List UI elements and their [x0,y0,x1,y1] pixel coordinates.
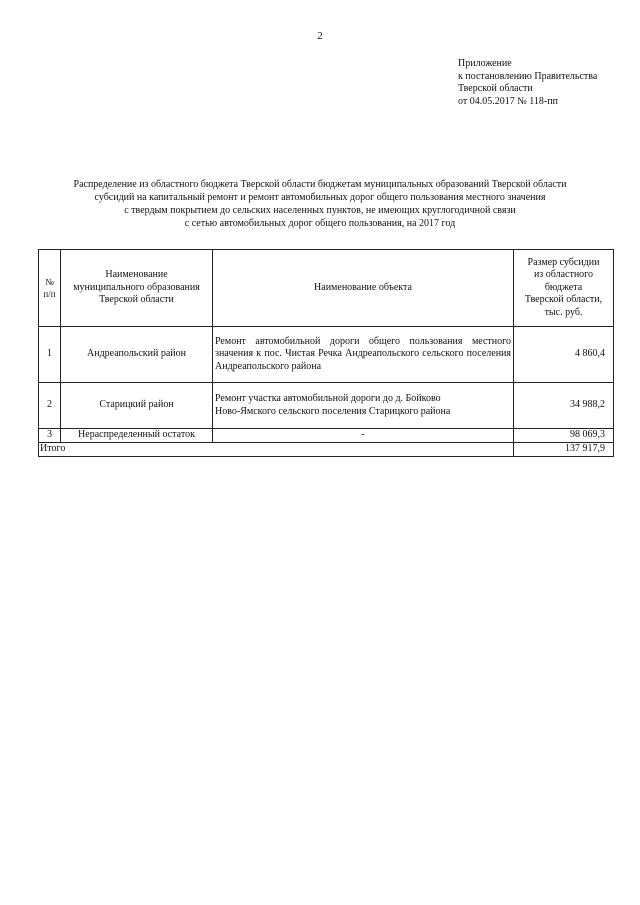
header-amount: Размер субсидии из областного бюджета Тверской области, тыс. руб. [514,250,614,327]
page-number: 2 [317,30,323,42]
row-number: 2 [39,383,61,429]
table-row [39,383,614,429]
row-number: 1 [39,327,61,383]
subsidy-table [38,249,614,457]
appendix-line: Приложение [458,58,512,69]
table-row [39,327,614,383]
appendix-date-line: от 04.05.2017 № 118-пп [458,95,558,107]
header-object: Наименование объекта [213,250,514,327]
appendix-block [458,58,597,108]
header-municipality: Наименование муниципального образования Тверской области [61,250,213,327]
appendix-line: к постановлению Правительства [458,70,598,82]
total-label: Итого [39,443,514,457]
title-line: с твердым покрытием до сельских населенных пунктов, не имеющих круглогодичной связи [124,205,516,216]
appendix-line: Тверской области [458,83,533,94]
row-number: 3 [39,429,61,443]
row-municipality: Нераспределенный остаток [61,429,213,443]
total-amount: 137 917,9 [514,443,614,457]
header-number: № п/п [39,250,61,327]
row-municipality: Андреапольский район [61,327,213,383]
table-header-row [39,250,614,327]
row-object: - [213,429,514,443]
row-municipality: Старицкий район [61,383,213,429]
row-amount: 98 069,3 [514,429,614,443]
title-line: с сетью автомобильных дорог общего пользования, на 2017 год [184,218,456,229]
title-line: Распределение из областного бюджета Тверской области бюджетам муниципальных образований Тверской области [73,179,567,190]
row-amount: 34 988,2 [514,383,614,429]
document-title [40,178,600,230]
row-object: Ремонт участка автомобильной дороги до д. Бойково Ново-Ямского сельского поселения Старицкого района [213,383,514,429]
title-line: субсидий на капитальный ремонт и ремонт автомобильных дорог общего пользования местного значения [94,192,546,203]
row-object: Ремонт автомобильной дороги общего пользования местного значения к пос. Чистая Речка Андреапольского сельского поселения Андреапольского района [213,327,514,383]
row-amount: 4 860,4 [514,327,614,383]
table-row [39,429,614,443]
table-total-row [39,443,614,457]
